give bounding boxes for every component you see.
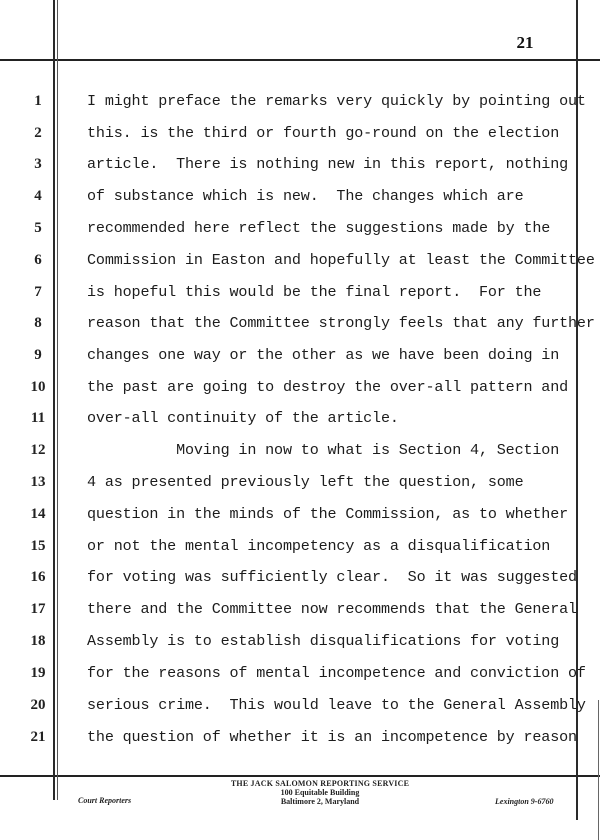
top-rule	[0, 59, 600, 61]
line-number: 19	[30, 665, 46, 681]
line-number: 6	[34, 252, 42, 268]
line-number: 1	[34, 93, 42, 109]
footer-service-name: THE JACK SALOMON REPORTING SERVICE	[230, 779, 410, 788]
line-text: question in the minds of the Commission, as to whether	[87, 505, 569, 523]
transcript-line	[0, 279, 600, 309]
line-text: is hopeful this would be the final report. For the	[87, 283, 542, 301]
line-text: there and the Committee now recommends that the General	[87, 600, 577, 618]
transcript-line	[0, 533, 600, 563]
transcript-line	[0, 374, 600, 404]
footer-court-reporters: Court Reporters	[78, 796, 132, 805]
footer-address-line2: Baltimore 2, Maryland	[280, 797, 360, 806]
line-text: Moving in now to what is Section 4, Section	[87, 441, 560, 459]
transcript-line	[0, 660, 600, 690]
line-number: 14	[30, 506, 46, 522]
line-text: recommended here reflect the suggestions made by the	[87, 219, 551, 237]
line-text: this. is the third or fourth go-round on the election	[87, 124, 560, 142]
line-text: I might preface the remarks very quickly by pointing out	[87, 92, 586, 110]
line-text: Commission in Easton and hopefully at least the Committee	[87, 251, 595, 269]
transcript-line	[0, 628, 600, 658]
line-number: 7	[34, 284, 42, 300]
line-number: 20	[30, 697, 46, 713]
page-number: 21	[516, 33, 534, 52]
bottom-rule	[0, 775, 600, 777]
line-text: 4 as presented previously left the question, some	[87, 473, 524, 491]
line-number: 2	[34, 125, 42, 141]
line-text: or not the mental incompetency as a disqualification	[87, 537, 551, 555]
transcript-line	[0, 564, 600, 594]
line-text: of substance which is new. The changes which are	[87, 187, 524, 205]
footer-address-line1: 100 Equitable Building	[280, 788, 360, 797]
footer-reporting-service	[210, 779, 430, 806]
transcript-line	[0, 469, 600, 499]
line-number: 4	[34, 188, 42, 204]
line-number: 10	[30, 379, 46, 395]
line-text: the past are going to destroy the over-all pattern and	[87, 378, 569, 396]
line-number: 13	[30, 474, 46, 490]
line-number: 17	[30, 601, 46, 617]
line-text: over-all continuity of the article.	[87, 409, 399, 427]
transcript-line	[0, 596, 600, 626]
line-number: 8	[34, 315, 42, 331]
line-text: article. There is nothing new in this report, nothing	[87, 155, 569, 173]
transcript-line	[0, 215, 600, 245]
transcript-line	[0, 183, 600, 213]
line-text: reason that the Committee strongly feels that any further	[87, 314, 595, 332]
transcript-line	[0, 342, 600, 372]
line-number: 9	[34, 347, 42, 363]
line-number: 11	[30, 410, 46, 426]
transcript-line	[0, 724, 600, 754]
line-number: 12	[30, 442, 46, 458]
transcript-line	[0, 437, 600, 467]
line-number: 16	[30, 569, 46, 585]
line-text: for voting was sufficiently clear. So it was suggested	[87, 568, 577, 586]
line-number: 3	[34, 156, 42, 172]
footer-phone: Lexington 9-6760	[495, 797, 554, 806]
transcript-line	[0, 88, 600, 118]
transcript-line	[0, 151, 600, 181]
transcript-line	[0, 405, 600, 435]
line-number: 15	[30, 538, 46, 554]
line-text: Assembly is to establish disqualifications for voting	[87, 632, 560, 650]
transcript-line	[0, 247, 600, 277]
line-text: serious crime. This would leave to the General Assembly	[87, 696, 586, 714]
transcript-line	[0, 692, 600, 722]
line-text: changes one way or the other as we have been doing in	[87, 346, 560, 364]
transcript-line	[0, 501, 600, 531]
transcript-line	[0, 310, 600, 340]
line-number: 5	[34, 220, 42, 236]
transcript-line	[0, 120, 600, 150]
line-text: for the reasons of mental incompetence and conviction of	[87, 664, 586, 682]
line-text: the question of whether it is an incompetence by reason	[87, 728, 577, 746]
line-number: 21	[30, 729, 46, 745]
line-number: 18	[30, 633, 46, 649]
